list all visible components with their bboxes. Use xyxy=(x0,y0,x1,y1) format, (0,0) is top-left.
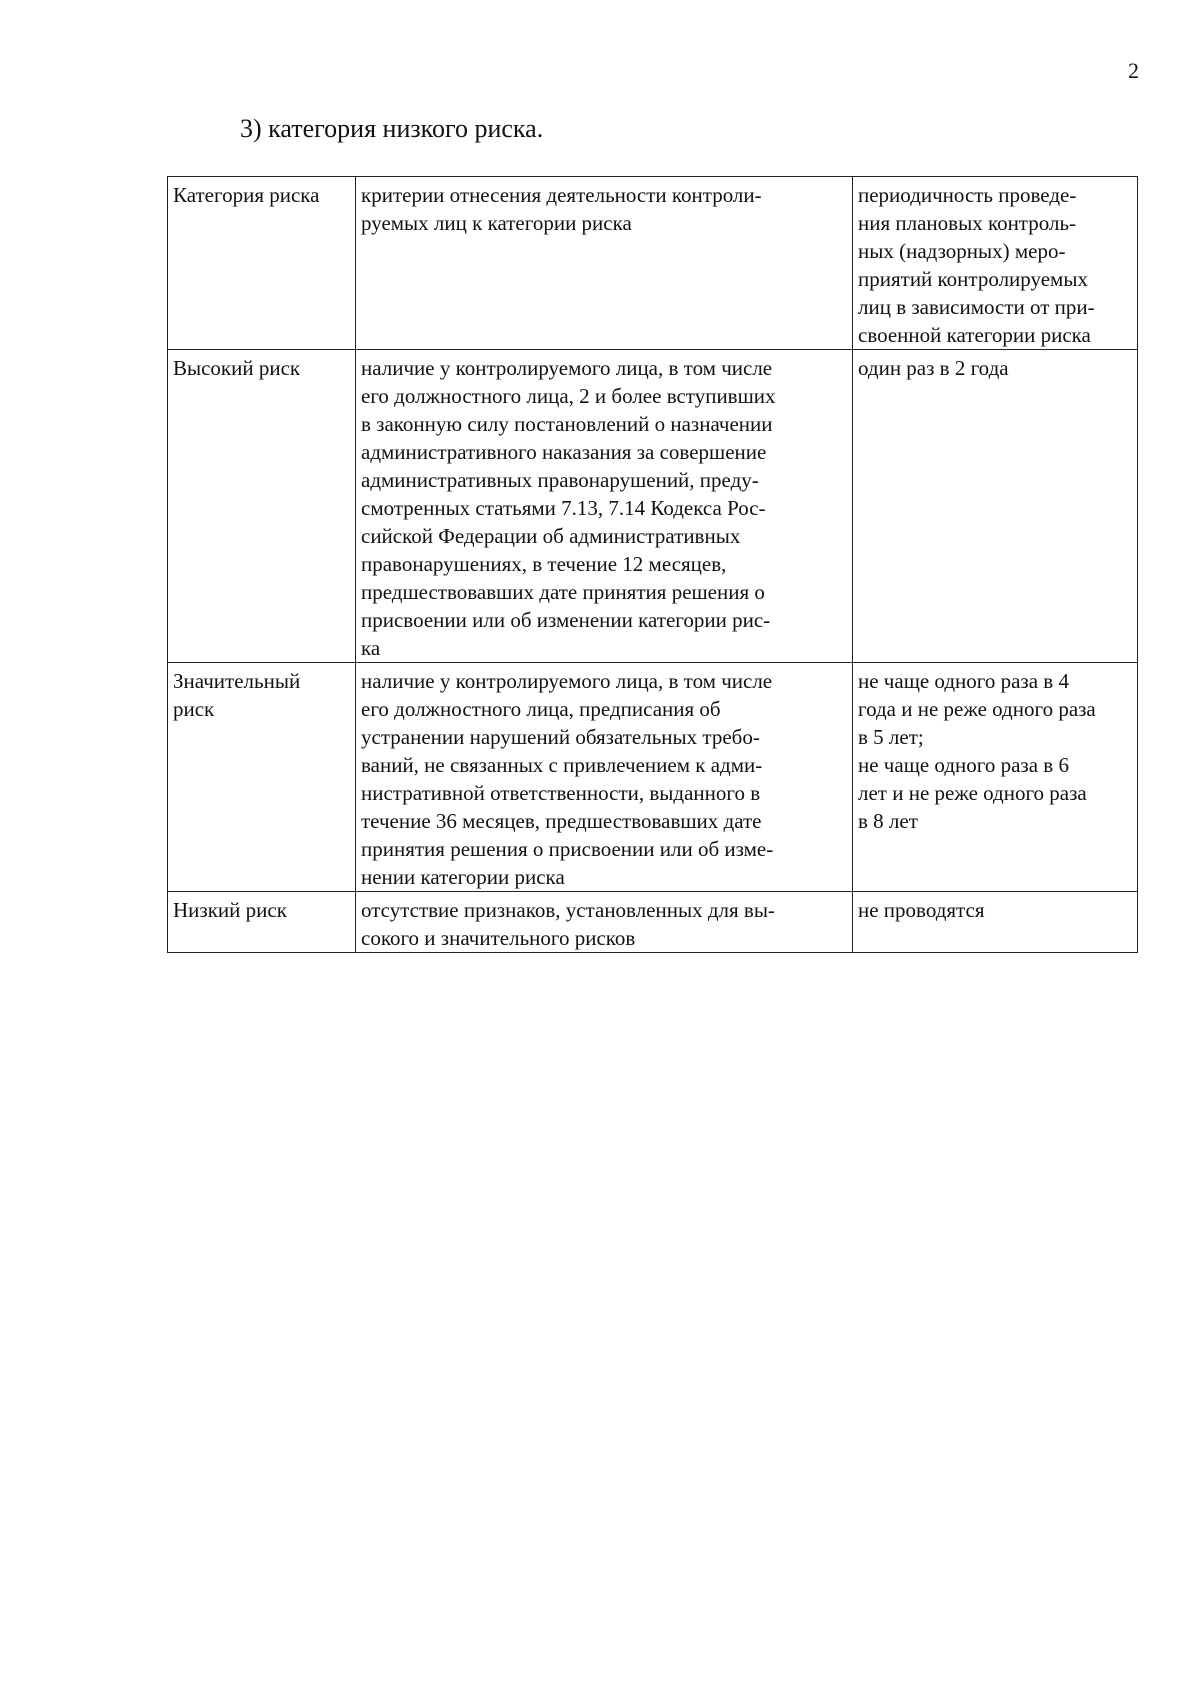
criteria-text: наличие у контролируемого лица, в том числе его должностного лица, 2 и более вступивших в законную силу постановлений о назначении административного наказания за совершение административных правонарушений, преду- смотренных статьями 7.13, 7.14 Кодекса Рос- сийской Федерации об административных правонарушениях, в течение 12 месяцев, предшествовавших дате принятия решения о присвоении или об изменении категории рис- ка xyxy=(361,356,776,660)
page-number: 2 xyxy=(1128,58,1139,83)
header-cell-criteria xyxy=(356,177,853,350)
table-row xyxy=(168,350,1138,663)
header-periodicity-text: периодичность проведе- ния плановых контроль- ных (надзорных) меро- приятий контролируемых лиц в зависимости от при- своенной категории риска xyxy=(858,183,1095,347)
header-criteria-text: критерии отнесения деятельности контроли- руемых лиц к категории риска xyxy=(361,183,762,235)
periodicity-text: один раз в 2 года xyxy=(858,356,1009,380)
category-text: Низкий риск xyxy=(173,898,287,922)
periodicity-cell xyxy=(853,350,1138,663)
category-cell xyxy=(168,892,356,953)
category-cell xyxy=(168,663,356,892)
header-cell-category xyxy=(168,177,356,350)
category-text: Значительный риск xyxy=(173,669,301,721)
criteria-cell xyxy=(356,663,853,892)
table-header-row xyxy=(168,177,1138,350)
periodicity-text: не чаще одного раза в 4 года и не реже одного раза в 5 лет; не чаще одного раза в 6 лет и не реже одного раза в 8 лет xyxy=(858,669,1096,833)
periodicity-text: не проводятся xyxy=(858,898,985,922)
criteria-text: отсутствие признаков, установленных для вы- сокого и значительного рисков xyxy=(361,898,775,950)
periodicity-cell xyxy=(853,892,1138,953)
intro-line: 3) категория низкого риска. xyxy=(240,114,544,143)
category-cell xyxy=(168,350,356,663)
criteria-cell xyxy=(356,350,853,663)
table-row xyxy=(168,892,1138,953)
header-cell-periodicity xyxy=(853,177,1138,350)
periodicity-cell xyxy=(853,663,1138,892)
criteria-cell xyxy=(356,892,853,953)
category-text: Высокий риск xyxy=(173,356,301,380)
risk-category-table xyxy=(167,176,1138,953)
table-row xyxy=(168,663,1138,892)
criteria-text: наличие у контролируемого лица, в том числе его должностного лица, предписания об устранении нарушений обязательных требо- ваний, не связанных с привлечением к адми- нистративной ответственности, выданного в течение 36 месяцев, предшествовавших дате принятия решения о присвоении или об изме- нении категории риска xyxy=(361,669,774,889)
header-category-text: Категория риска xyxy=(173,183,320,207)
